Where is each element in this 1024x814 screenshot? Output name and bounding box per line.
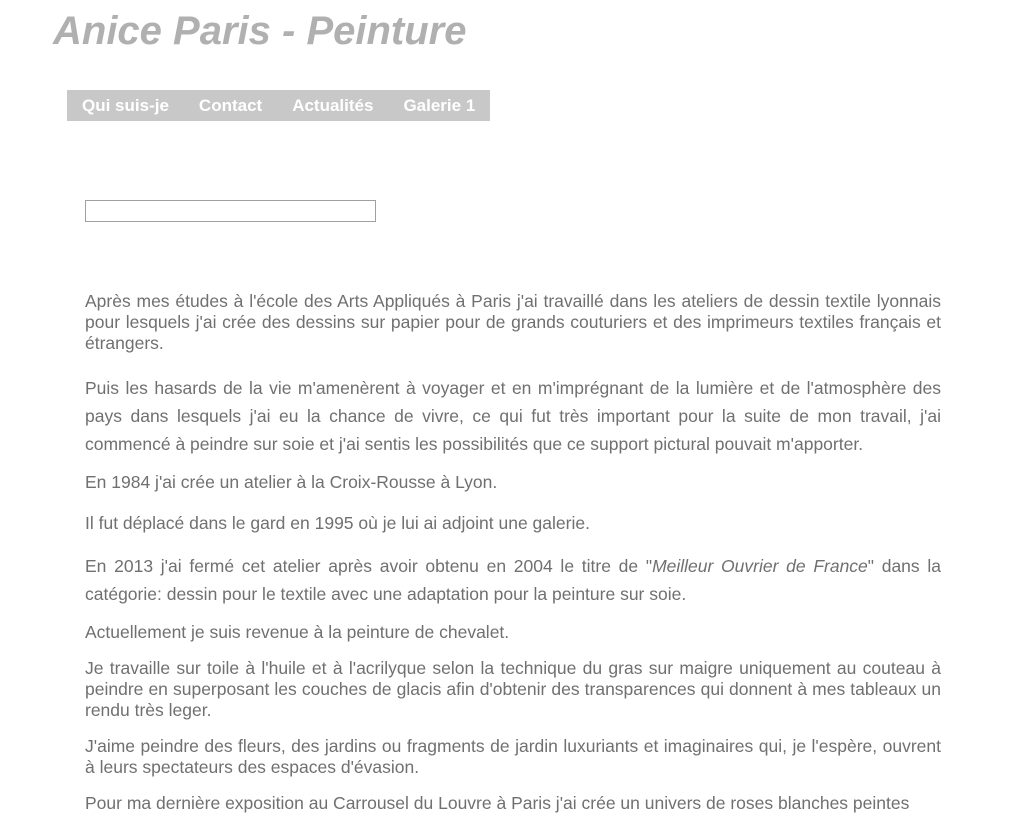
nav-item-galerie-1[interactable]: Galerie 1 xyxy=(403,96,476,115)
paragraph-gard-1995: Il fut déplacé dans le gard en 1995 où je lui ai adjoint une galerie. xyxy=(85,513,590,533)
mof-text-before: En 2013 j'ai fermé cet atelier après avoir obtenu en 2004 le titre de " xyxy=(85,556,653,576)
main-content xyxy=(85,291,941,814)
paragraph-mof-2013 xyxy=(85,552,941,608)
search-input[interactable] xyxy=(85,200,376,222)
paragraph-chevalet: Actuellement je suis revenue à la peinture de chevalet. xyxy=(85,622,510,642)
paragraph-studies: Après mes études à l'école des Arts Appliqués à Paris j'ai travaillé dans les ateliers de dessin textile lyonnais pour lesquels j'ai crée des dessins sur papier pour de grands couturiers et des imprimeurs textiles français et étrangers. xyxy=(85,291,941,353)
nav-item-contact[interactable]: Contact xyxy=(198,96,263,115)
paragraph-louvre: Pour ma dernière exposition au Carrousel du Louvre à Paris j'ai crée un univers de roses blanches peintes xyxy=(85,793,910,813)
paragraph-travels: Puis les hasards de la vie m'amenèrent à voyager et en m'imprégnant de la lumière et de l'atmosphère des pays dans lesquels j'ai eu la chance de vivre, ce qui fut très important pour la suite de mon travail, j'ai commencé à peindre sur soie et j'ai sentis les possibilités que ce support pictural pouvait m'apporter. xyxy=(85,378,941,454)
nav-item-actualites[interactable]: Actualités xyxy=(292,96,374,115)
nav-item-qui-suis-je[interactable]: Qui suis-je xyxy=(82,96,169,115)
paragraph-technique: Je travaille sur toile à l'huile et à l'acrilyque selon la technique du gras sur maigre uniquement au couteau à peindre en superposant les couches de glacis afin d'obtenir des transparences qui donnent à mes tableaux un rendu très leger. xyxy=(85,658,941,720)
paragraph-fleurs: J'aime peindre des fleurs, des jardins ou fragments de jardin luxuriants et imaginaires qui, je l'espère, ouvrent à leurs spectateurs des espaces d'évasion. xyxy=(85,736,941,777)
mof-title: Meilleur Ouvrier de France xyxy=(652,556,868,576)
mof-text-after: " dans la catégorie: dessin pour le textile avec une adaptation pour la peinture sur soie. xyxy=(85,556,941,604)
main-nav xyxy=(67,90,490,121)
site-title: Anice Paris - Peinture xyxy=(53,9,467,53)
paragraph-atelier-1984: En 1984 j'ai crée un atelier à la Croix-Rousse à Lyon. xyxy=(85,472,498,492)
